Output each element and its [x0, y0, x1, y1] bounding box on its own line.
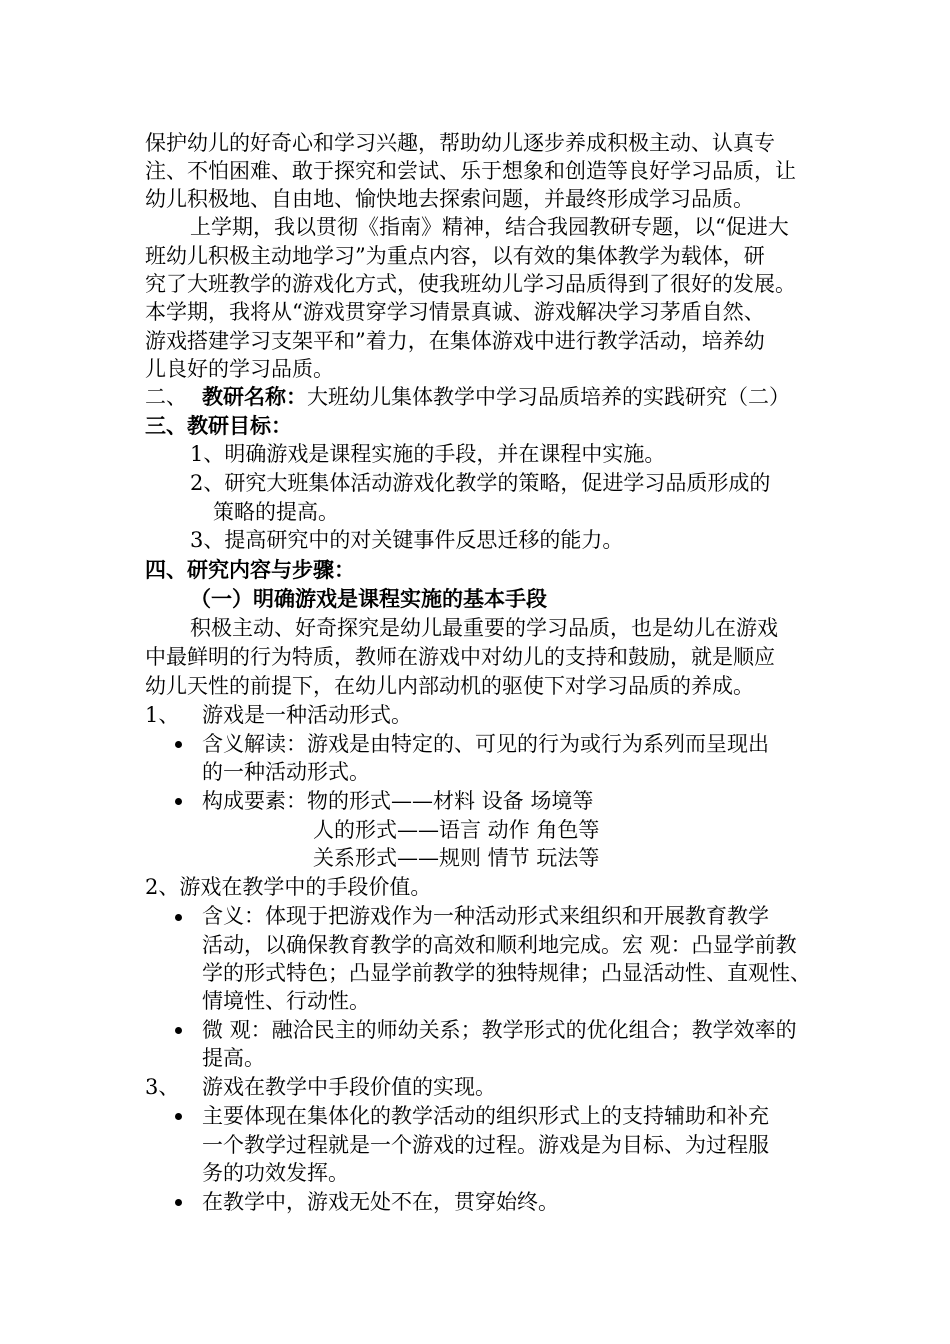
- list-number: 1、: [145, 703, 180, 727]
- intro-line: 注、不怕困难、敢于探究和尝试、乐于想象和创造等良好学习品质，让: [145, 159, 796, 183]
- bullet-text: 含义：体现于把游戏作为一种活动形式来组织和开展教育教学: [202, 904, 769, 928]
- section-number: 二、: [145, 385, 187, 409]
- intro-line: 幼儿积极地、自由地、愉快地去探索问题，并最终形成学习品质。: [145, 187, 754, 211]
- bullet-text: 提高。: [202, 1046, 265, 1070]
- bullet-text: 的一种活动形式。: [202, 760, 370, 784]
- bullet-text: 关系形式——规则 情节 玩法等: [313, 846, 600, 870]
- bullet-icon: [175, 1113, 182, 1120]
- list-item: 2、游戏在教学中的手段价值。: [145, 875, 432, 899]
- paragraph-line: 幼儿天性的前提下，在幼儿内部动机的驱使下对学习品质的养成。: [145, 674, 754, 698]
- bullet-text: 学的形式特色；凸显学前教学的独特规律；凸显活动性、直观性、: [202, 961, 811, 985]
- subsection-heading: （一）明确游戏是课程实施的基本手段: [190, 586, 547, 611]
- bullet-icon: [175, 1199, 182, 1206]
- bullet-text: 构成要素：物的形式——材料 设备 场境等: [202, 789, 594, 813]
- bullet-text: 务的功效发挥。: [202, 1161, 349, 1185]
- paragraph-line: 游戏搭建学习支架平和”着力，在集体游戏中进行教学活动，培养幼: [145, 329, 765, 353]
- bullet-icon: [175, 798, 182, 805]
- goal-item: 3、提高研究中的对关键事件反思迁移的能力。: [190, 528, 624, 552]
- bullet-icon: [175, 741, 182, 748]
- section-heading: [202, 382, 790, 412]
- bullet-text: 主要体现在集体化的教学活动的组织形式上的支持辅助和补充: [202, 1104, 769, 1128]
- list-item: 游戏在教学中手段价值的实现。: [202, 1075, 496, 1099]
- paragraph-line: 究了大班教学的游戏化方式，使我班幼儿学习品质得到了很好的发展。: [145, 272, 796, 296]
- paragraph-line: 班幼儿积极主动地学习”为重点内容，以有效的集体教学为载体，研: [145, 244, 765, 268]
- bullet-text: 含义解读：游戏是由特定的、可见的行为或行为系列而呈现出: [202, 732, 769, 756]
- section-text: 大班幼儿集体教学中学习品质培养的实践研究（二）: [307, 385, 790, 409]
- bullet-icon: [175, 1027, 182, 1034]
- bullet-text: 活动，以确保教育教学的高效和顺利地完成。宏 观：凸显学前教: [202, 933, 797, 957]
- bullet-text: 一个教学过程就是一个游戏的过程。游戏是为目标、为过程服: [202, 1133, 769, 1157]
- bullet-text: 人的形式——语言 动作 角色等: [313, 818, 600, 842]
- bullet-text: 情境性、行动性。: [202, 989, 370, 1013]
- list-number: 3、: [145, 1075, 180, 1099]
- bullet-text: 微 观：融洽民主的师幼关系；教学形式的优化组合；教学效率的: [202, 1018, 797, 1042]
- goal-item: 2、研究大班集体活动游戏化教学的策略，促进学习品质形成的: [190, 471, 771, 495]
- paragraph-line: 本学期，我将从“游戏贯穿学习情景真诚、游戏解决学习茅盾自然、: [145, 300, 765, 324]
- paragraph-line: 积极主动、好奇探究是幼儿最重要的学习品质，也是幼儿在游戏: [190, 616, 778, 640]
- intro-line: 保护幼儿的好奇心和学习兴趣，帮助幼儿逐步养成积极主动、认真专: [145, 131, 775, 155]
- paragraph-line: 上学期，我以贯彻《指南》精神，结合我园教研专题，以“促进大: [190, 215, 789, 239]
- section-heading: 四、研究内容与步骤：: [145, 557, 355, 582]
- paragraph-line: 儿良好的学习品质。: [145, 357, 334, 381]
- goal-item-continued: 策略的提高。: [213, 500, 339, 524]
- bullet-icon: [175, 914, 182, 921]
- section-heading: 三、教研目标：: [145, 413, 292, 438]
- list-item: 游戏是一种活动形式。: [202, 703, 412, 727]
- section-label: 教研名称：: [202, 384, 307, 409]
- goal-item: 1、明确游戏是课程实施的手段，并在课程中实施。: [190, 442, 666, 466]
- bullet-text: 在教学中，游戏无处不在，贯穿始终。: [202, 1190, 559, 1214]
- paragraph-line: 中最鲜明的行为特质，教师在游戏中对幼儿的支持和鼓励，就是顺应: [145, 645, 775, 669]
